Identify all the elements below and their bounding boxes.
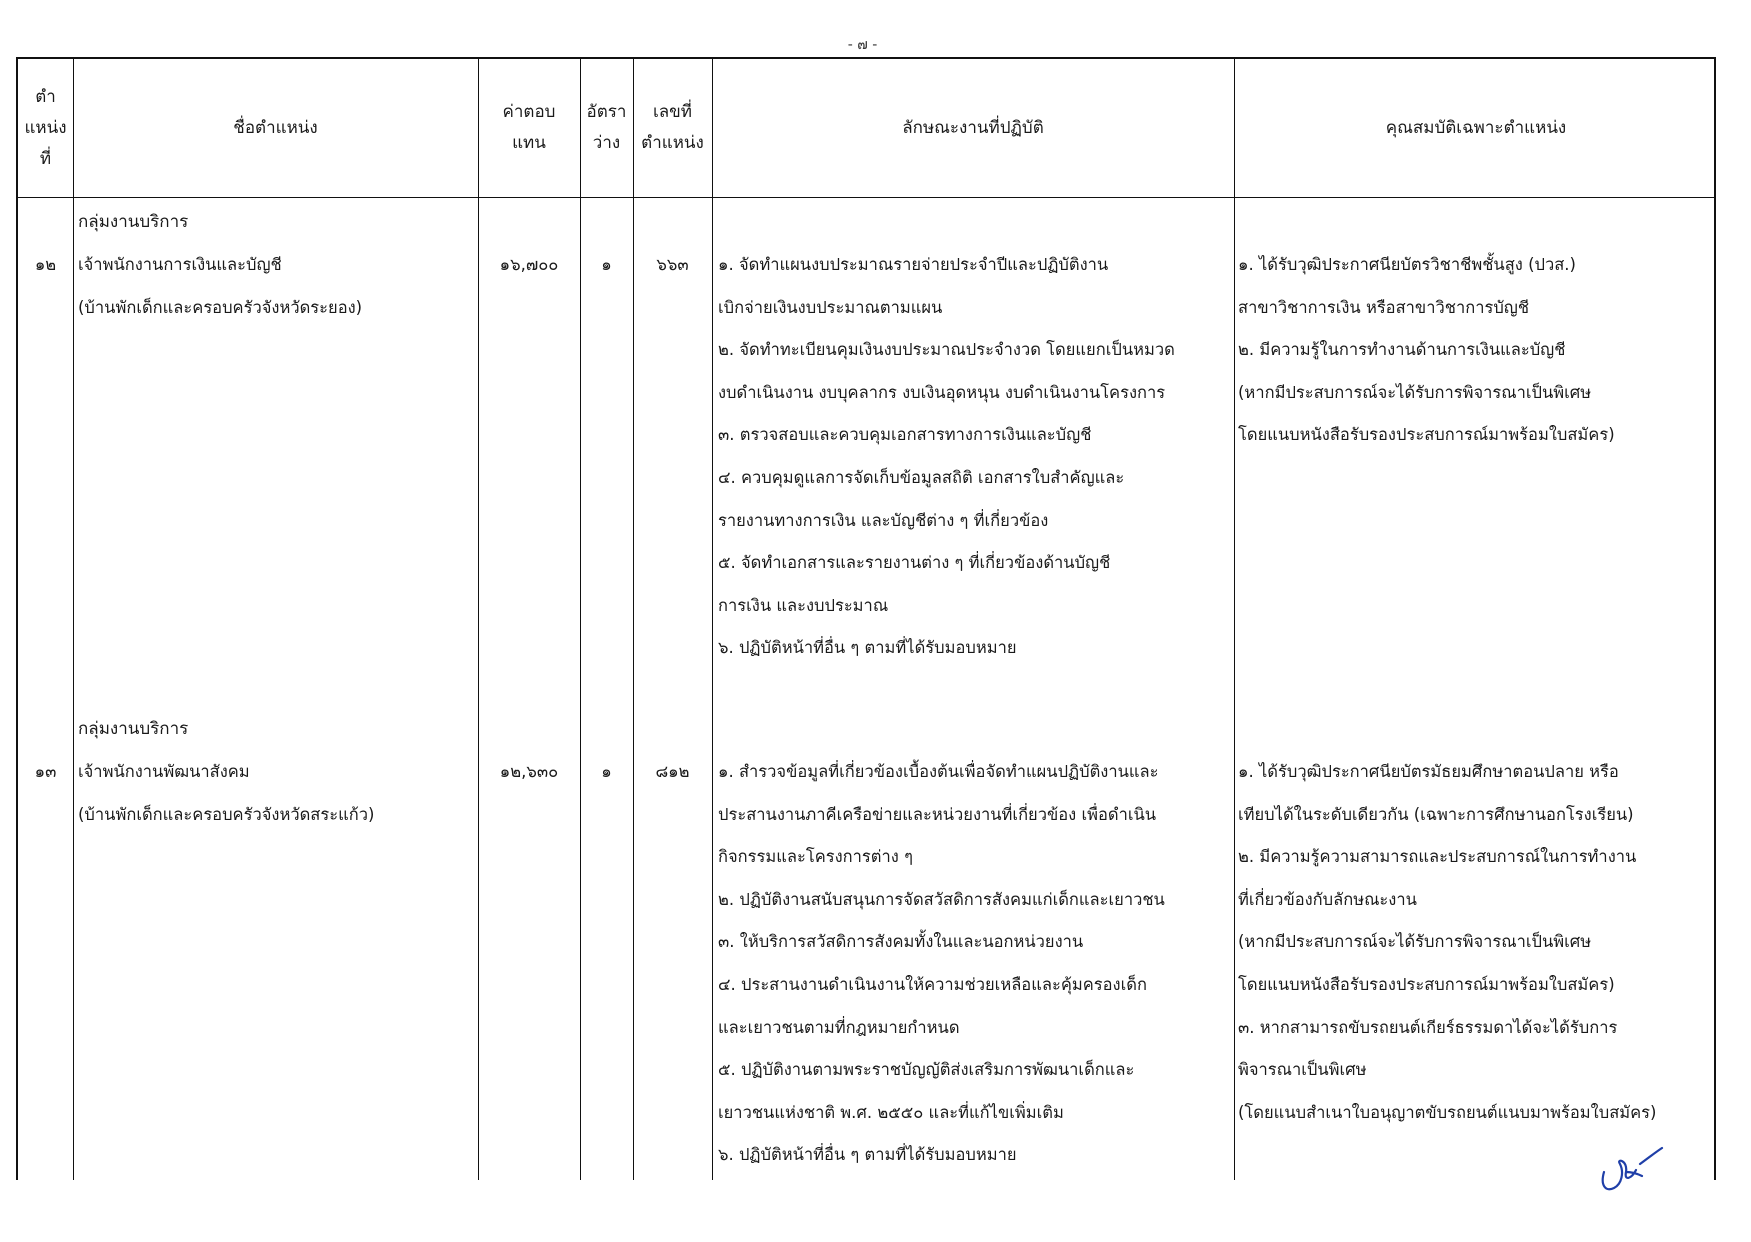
position-order: ๑๒ (34, 255, 57, 274)
qualification-line: ที่เกี่ยวข้องกับลักษณะงาน (1238, 889, 1417, 909)
column-divider (1234, 59, 1235, 1180)
duty-line: ๒. จัดทำทะเบียนคุมเงินงบประมาณประจำงวด โดยแยกเป็นหมวด (718, 340, 1175, 360)
position-number: ๖๖๓ (656, 255, 689, 274)
position-title: เจ้าพนักงานการเงินและบัญชี (78, 255, 282, 274)
qualifications-list (1238, 244, 1615, 457)
qualification-line: โดยแนบหนังสือรับรองประสบการณ์มาพร้อมใบสมัคร) (1238, 974, 1615, 994)
vacancy: ๑ (601, 762, 612, 781)
duty-line: รายงานทางการเงิน และบัญชีต่าง ๆ ที่เกี่ยวข้อง (718, 510, 1049, 530)
column-divider (712, 59, 713, 1180)
qualification-line: เทียบได้ในระดับเดียวกัน (เฉพาะการศึกษานอกโรงเรียน) (1238, 804, 1634, 824)
qualifications-list (1238, 751, 1657, 1134)
salary: ๑๒,๖๓๐ (499, 762, 559, 781)
position-title-cell (78, 244, 362, 329)
duty-line: เบิกจ่ายเงินงบประมาณตามแผน (718, 297, 943, 317)
duty-line: ประสานงานภาคีเครือข่ายและหน่วยงานที่เกี่ยวข้อง เพื่อดำเนิน (718, 804, 1157, 824)
header-salary: ค่าตอบ แทน (502, 102, 556, 153)
signature-initials (1596, 1142, 1666, 1198)
qualification-line: (โดยแนบสำเนาใบอนุญาตขับรถยนต์แนบมาพร้อมใบสมัคร) (1238, 1102, 1657, 1122)
duty-line: ๖. ปฏิบัติหน้าที่อื่น ๆ ตามที่ได้รับมอบหมาย (718, 1145, 1017, 1165)
duty-line: งบดำเนินงาน งบบุคลากร งบเงินอุดหนุน งบดำเนินงานโครงการ (718, 382, 1166, 402)
column-divider (478, 59, 479, 1180)
position-title-cell (78, 751, 374, 836)
qualification-line: ๓. หากสามารถขับรถยนต์เกียร์ธรรมดาได้จะได้รับการ (1238, 1017, 1618, 1037)
column-divider (580, 59, 581, 1180)
duty-line: กิจกรรมและโครงการต่าง ๆ (718, 847, 913, 867)
qualification-line: ๑. ได้รับวุฒิประกาศนียบัตรมัธยมศึกษาตอนปลาย หรือ (1238, 762, 1619, 781)
duty-line: ๕. ปฏิบัติงานตามพระราชบัญญัติส่งเสริมการพัฒนาเด็กและ (718, 1060, 1135, 1080)
qualification-line: พิจารณาเป็นพิเศษ (1238, 1060, 1367, 1080)
qualification-line: สาขาวิชาการเงิน หรือสาขาวิชาการบัญชี (1238, 297, 1530, 317)
header-position-title: ชื่อตำแหน่ง (233, 117, 318, 138)
qualification-line: (หากมีประสบการณ์จะได้รับการพิจารณาเป็นพิเศษ (1238, 382, 1592, 402)
position-table (16, 57, 1716, 1180)
qualification-line: ๒. มีความรู้ในการทำงานด้านการเงินและบัญชี (1238, 340, 1566, 360)
duty-line: ๓. ตรวจสอบและควบคุมเอกสารทางการเงินและบัญชี (718, 425, 1092, 445)
position-order: ๑๓ (34, 762, 57, 781)
duty-line: ๕. จัดทำเอกสารและรายงานต่าง ๆ ที่เกี่ยวข้องด้านบัญชี (718, 553, 1111, 573)
duty-line: ๑. สำรวจข้อมูลที่เกี่ยวข้องเบื้องต้นเพื่อจัดทำแผนปฏิบัติงานและ (718, 762, 1159, 781)
qualification-line: ๑. ได้รับวุฒิประกาศนียบัตรวิชาชีพชั้นสูง (ปวส.) (1238, 255, 1576, 274)
signature-stroke (1603, 1148, 1662, 1189)
group-label: กลุ่มงานบริการ (78, 212, 189, 232)
column-divider (73, 59, 74, 1180)
header-position-order: ตำ แหน่ง ที่ (24, 86, 67, 169)
duty-line: ๒. ปฏิบัติงานสนับสนุนการจัดสวัสดิการสังคมแก่เด็กและเยาวชน (718, 889, 1165, 909)
header-position-number: เลขที่ ตำแหน่ง (641, 102, 704, 153)
duties-list (718, 244, 1175, 670)
header-divider (18, 197, 1714, 198)
position-unit: (บ้านพักเด็กและครอบครัวจังหวัดระยอง) (78, 297, 363, 317)
duty-line: ๔. ประสานงานดำเนินงานให้ความช่วยเหลือและคุ้มครองเด็ก (718, 974, 1147, 994)
qualification-line: ๒. มีความรู้ความสามารถและประสบการณ์ในการทำงาน (1238, 847, 1637, 867)
salary: ๑๖,๗๐๐ (499, 255, 559, 274)
duty-line: และเยาวชนตามที่กฎหมายกำหนด (718, 1017, 960, 1037)
duty-line: ๑. จัดทำแผนงบประมาณรายจ่ายประจำปีและปฏิบัติงาน (718, 255, 1109, 274)
vacancy: ๑ (601, 255, 612, 274)
duties-list (718, 751, 1165, 1177)
duty-line: ๔. ควบคุมดูแลการจัดเก็บข้อมูลสถิติ เอกสารใบสำคัญและ (718, 467, 1125, 487)
header-qualifications: คุณสมบัติเฉพาะตำแหน่ง (1385, 117, 1567, 138)
page-number: - ๗ - (847, 37, 878, 53)
duty-line: เยาวชนแห่งชาติ พ.ศ. ๒๕๕๐ และที่แก้ไขเพิ่มเติม (718, 1102, 1064, 1122)
header-vacancy: อัตรา ว่าง (586, 102, 627, 153)
duty-line: ๓. ให้บริการสวัสดิการสังคมทั้งในและนอกหน่วยงาน (718, 932, 1084, 952)
position-unit: (บ้านพักเด็กและครอบครัวจังหวัดสระแก้ว) (78, 804, 375, 824)
group-label: กลุ่มงานบริการ (78, 719, 189, 739)
qualification-line: โดยแนบหนังสือรับรองประสบการณ์มาพร้อมใบสมัคร) (1238, 425, 1615, 445)
position-title: เจ้าพนักงานพัฒนาสังคม (78, 762, 250, 781)
duty-line: ๖. ปฏิบัติหน้าที่อื่น ๆ ตามที่ได้รับมอบหมาย (718, 638, 1017, 658)
duty-line: การเงิน และงบประมาณ (718, 595, 889, 615)
header-duties: ลักษณะงานที่ปฏิบัติ (902, 117, 1044, 138)
qualification-line: (หากมีประสบการณ์จะได้รับการพิจารณาเป็นพิเศษ (1238, 932, 1592, 952)
position-number: ๘๑๒ (655, 762, 690, 781)
column-divider (633, 59, 634, 1180)
